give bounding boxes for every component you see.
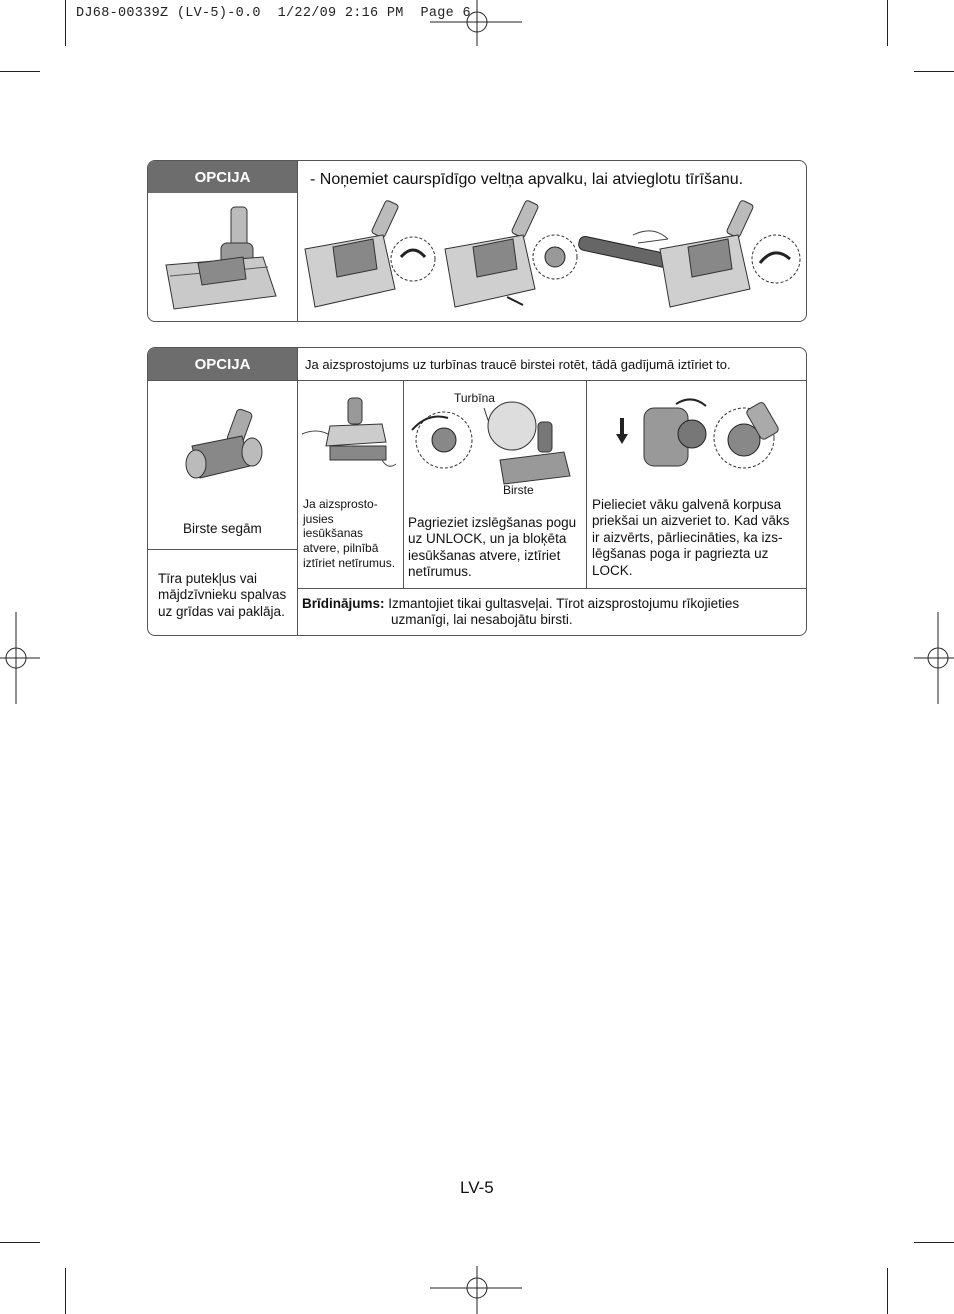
crop-mark xyxy=(914,71,954,72)
step1-text: Ja aizsprosto- jusies iesūkšanas atvere, pilnībā iztīriet netīrumus. xyxy=(303,497,396,570)
divider xyxy=(586,380,587,588)
warning xyxy=(302,596,802,629)
option-panel-turbine-brush xyxy=(147,347,807,636)
roller-removal-step-illustrations xyxy=(303,197,803,317)
step3-text: Pielieciet vāku galvenā korpusa priekšai un aizveriet to. Kad vāks ir aizvērts, pārliecināties, ka izs- lēgšanas poga ir pagriezta uz LOCK. xyxy=(592,497,790,578)
brush-caption: Birste segām xyxy=(183,521,262,536)
divider xyxy=(297,348,298,635)
divider xyxy=(297,588,806,589)
floor-nozzle-illustration xyxy=(158,201,288,311)
label-turbina: Turbīna xyxy=(454,391,495,405)
brush-description: Tīra putekļus vai mājdzīvnieku spalvas uz grīdas vai paklāja. xyxy=(158,571,287,619)
panel-intro: Ja aizsprostojums uz turbīnas traucē birstei rotēt, tādā gadījumā iztīriet to. xyxy=(305,357,731,372)
warning-label: Brīdinājums: xyxy=(302,596,385,611)
crop-mark xyxy=(65,1268,66,1314)
divider xyxy=(297,161,298,321)
option-panel-roller-cover xyxy=(147,160,807,322)
crop-mark xyxy=(65,0,66,46)
crop-mark xyxy=(0,1242,40,1243)
warning-line: uzmanīgi, lai nesabojātu birsti. xyxy=(391,612,573,628)
step1-illustration xyxy=(300,394,400,474)
step3-illustration xyxy=(614,390,804,486)
registration-mark xyxy=(430,1266,526,1314)
crop-mark xyxy=(914,1242,954,1243)
divider xyxy=(148,549,298,550)
crop-mark xyxy=(0,71,40,72)
divider xyxy=(148,380,806,381)
registration-mark xyxy=(430,0,526,48)
crop-mark xyxy=(887,0,888,46)
print-header: DJ68-00339Z (LV-5)-0.0 1/22/09 2:16 PM Page 6 xyxy=(76,6,471,21)
panel-instruction: - Noņemiet caurspīdīgo veltņa apvalku, lai atvieglotu tīrīšanu. xyxy=(310,171,744,188)
page-number: LV-5 xyxy=(460,1178,494,1197)
option-badge: OPCIJA xyxy=(148,348,297,380)
warning-line: Izmantojiet tikai gultasveļai. Tīrot aizsprostojumu rīkojieties xyxy=(388,596,740,611)
option-badge: OPCIJA xyxy=(148,161,297,193)
registration-mark xyxy=(914,612,954,704)
step2-text: Pagrieziet izslēgšanas pogu uz UNLOCK, un ja bloķēta iesūkšanas atvere, iztīriet netīrumus. xyxy=(408,515,577,580)
label-birste: Birste xyxy=(503,483,534,497)
step2-illustration xyxy=(404,400,582,490)
turbo-brush-illustration xyxy=(172,406,272,496)
crop-mark xyxy=(887,1268,888,1314)
registration-mark xyxy=(0,612,40,704)
